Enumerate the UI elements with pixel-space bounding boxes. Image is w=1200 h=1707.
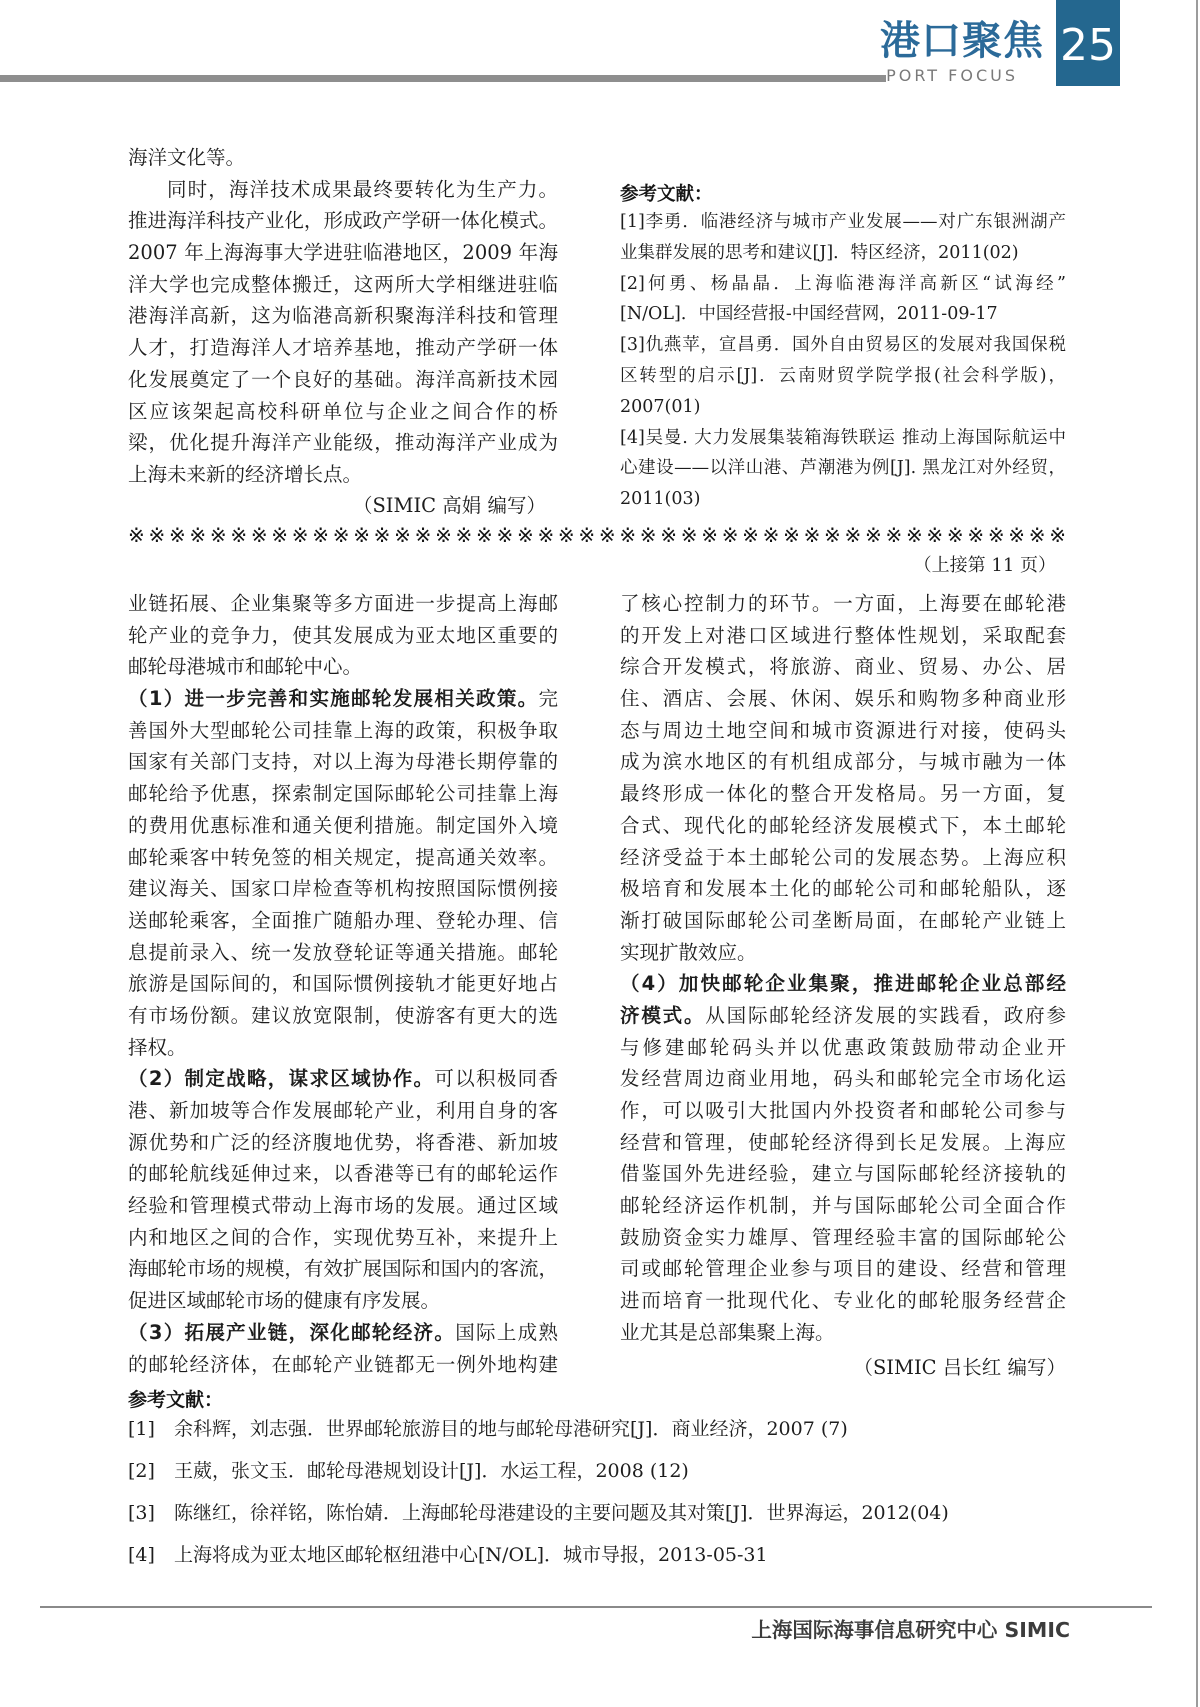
text-line [620,1127,1066,1159]
text-line [128,620,558,652]
references-heading: 参考文献： [620,184,713,205]
body-text: 邮轮给予优惠，探索制定国际邮轮公司挂靠上海 [128,782,558,806]
main-article-byline: （SIMIC 吕长红 编写） [853,1356,1066,1379]
text-line [128,873,558,905]
text-line [620,1095,1066,1127]
text-line [620,620,1066,652]
text-line [128,459,558,491]
body-text: 态与周边土地空间和城市资源进行对接，使码头 [620,718,1066,742]
text-line [128,1190,558,1222]
reference-line [620,392,1066,423]
body-text: 完 [538,687,558,711]
text-line [620,842,1066,874]
body-text: 业尤其是总部集聚上海。 [620,1320,835,1344]
body-text: 邮轮经济运作机制，并与国际邮轮公司全面合作 [620,1194,1066,1218]
body-text: 心建设——以洋山港、芦潮港为例[J]. 黑龙江对外经贸， [620,458,1066,479]
body-text: 的费用优惠标准和通关便利措施。制定国外入境 [128,813,558,837]
text-line [620,905,1066,937]
body-text: 作，可以吸引大批国内外投资者和邮轮公司参与 [620,1099,1066,1122]
body-text: 国际上成熟 [455,1320,558,1344]
footer-rule [40,1606,1152,1608]
body-text: 息提前录入、统一发放登轮证等通关措施。邮轮 [128,940,558,964]
body-text: 司或邮轮管理企业参与项目的建设、经营和管理 [620,1257,1066,1281]
body-text: 的邮轮经济体，在邮轮产业链都无一例外地构建 [128,1352,558,1376]
body-text: 港海洋高新，这为临港高新积聚海洋科技和管理 [128,304,558,328]
reference-line [620,299,1066,330]
text-line [128,269,558,301]
body-text: 渐打破国际邮轮公司垄断局面，在邮轮产业链上 [620,908,1066,932]
body-text: [2]何勇、杨晶晶．上海临港海洋高新区“试海经” [620,273,1066,294]
body-text: [3]仇燕苹，宣昌勇．国外自由贸易区的发展对我国保税 [620,335,1066,356]
text-line [128,683,558,715]
body-text: 可以积极同香 [434,1067,558,1091]
body-text: 区转型的启示[J]．云南财贸学院学报(社会科学版)， [620,365,1066,386]
text-line [620,1158,1066,1190]
body-text: 最终形成一体化的整合开发格局。另一方面，复 [620,782,1066,806]
text-line [128,332,558,364]
text-line [128,905,558,937]
body-text: 2011(03) [620,489,701,510]
continued-from-note: （上接第 11 页） [913,555,1056,576]
text-line [128,968,558,1000]
text-line [620,651,1066,683]
body-text: 内和地区之间的合作，实现优势互补，来提升上 [128,1225,558,1249]
body-text: 善国外大型邮轮公司挂靠上海的政策，积极争取 [128,718,558,742]
text-line [128,364,558,396]
article-column-right [620,588,1066,1349]
page-number-badge: 25 [1056,0,1120,86]
body-text: 送邮轮乘客，全面推广随船办理、登轮办理、信 [128,908,558,932]
bold-heading-text: （1）进一步完善和实施邮轮发展相关政策。 [128,687,539,711]
reference-item [128,1450,1138,1492]
text-line [620,1253,1066,1285]
bold-heading-text: 济模式。 [620,1003,706,1027]
reference-number: [4] [128,1544,155,1566]
text-line [128,427,558,459]
top-article-byline: （SIMIC 高娟 编写） [352,494,546,517]
body-text: 邮轮乘客中转免签的相关规定，提高通关效率。 [128,845,558,869]
body-text: 余科辉，刘志强．世界邮轮旅游目的地与邮轮母港研究[J]．商业经济，2007 (7) [174,1418,848,1440]
text-line [620,715,1066,747]
footer-organization: 上海国际海事信息研究中心 SIMIC [751,1618,1070,1642]
text-line [128,174,558,206]
text-line [620,937,1066,969]
text-line [128,1285,558,1317]
body-text: 邮轮母港城市和邮轮中心。 [128,655,363,679]
body-text: [1]李勇．临港经济与城市产业发展——对广东银洲湖产 [620,212,1066,232]
body-text: 经验和管理模式带动上海市场的发展。通过区域 [128,1194,558,1218]
text-line [620,778,1066,810]
body-text: 王葳，张文玉．邮轮母港规划设计[J]．水运工程，2008 (12) [174,1460,689,1482]
text-line [128,651,558,683]
body-text: 经济受益于本土邮轮公司的发展态势。上海应积 [620,845,1066,869]
body-text: 经营和管理，使邮轮经济得到长足发展。上海应 [620,1130,1066,1154]
reference-line [620,238,1066,269]
text-line [128,1032,558,1064]
reference-line [620,453,1066,484]
top-article-left-column [128,142,558,491]
text-line [128,778,558,810]
body-text: 2007 年上海海事大学进驻临港地区，2009 年海 [128,241,558,265]
text-line [620,1032,1066,1064]
text-line [620,873,1066,905]
body-text: 上海未来新的经济增长点。 [128,462,363,486]
text-line [128,205,558,237]
text-line [128,300,558,332]
separator-glyph-row: ※※※※※※※※※※※※※※※※※※※※※※※※※※※※※※※※※※※※※※※※※※※※※※ [128,523,1066,547]
text-line [128,715,558,747]
body-text: 上海将成为亚太地区邮轮枢纽港中心[N/OL]．城市导报，2013-05-31 [174,1544,768,1566]
body-text: 旅游是国际间的，和国际惯例接轨才能更好地占 [128,972,558,996]
text-line [128,142,558,174]
text-line [128,810,558,842]
body-text: 有市场份额。建议放宽限制，使游客有更大的选 [128,1003,558,1027]
reference-line [620,330,1066,361]
text-line [620,968,1066,1000]
reference-line [620,207,1066,238]
text-line [620,683,1066,715]
text-line [128,1127,558,1159]
body-text: 与修建邮轮码头并以优惠政策鼓励带动企业开 [620,1035,1066,1059]
body-text: 区应该架起高校科研单位与企业之间合作的桥 [128,399,558,423]
body-text: 海洋文化等。 [128,146,246,169]
body-text: 的开发上对港口区域进行整体性规划，采取配套 [620,623,1066,647]
body-text: 促进区域邮轮市场的健康有序发展。 [128,1289,441,1313]
body-text: [N/OL]．中国经营报-中国经营网，2011-09-17 [620,304,998,325]
reference-item [128,1534,1138,1576]
text-line [620,588,1066,620]
body-text: 实现扩散效应。 [620,940,757,964]
body-text: 鼓励资金实力雄厚、管理经验丰富的国际邮轮公 [620,1225,1066,1249]
page-right-rule [1196,0,1198,1707]
body-text: 港、新加坡等合作发展邮轮产业，利用自身的客 [128,1099,558,1122]
body-text: 2007(01) [620,396,701,417]
body-text: 化发展奠定了一个良好的基础。海洋高新技术园 [128,367,558,391]
body-text: 合式、现代化的邮轮经济发展模式下，本土邮轮 [620,813,1066,837]
body-text: 的邮轮航线延伸过来，以香港等已有的邮轮运作 [128,1162,558,1186]
text-line [128,237,558,269]
body-text: 住、酒店、会展、休闲、娱乐和购物多种商业形 [620,687,1066,711]
body-text: 发经营周边商业用地，码头和邮轮完全市场化运 [620,1067,1066,1091]
bold-heading-text: （4）加快邮轮企业集聚，推进邮轮企业总部经 [620,972,1066,996]
reference-number: [3] [128,1502,155,1524]
article-column-left [128,588,558,1380]
page-title-cn: 港口聚焦 [880,18,1044,64]
body-text: 借鉴国外先进经验，建立与国际邮轮经济接轨的 [620,1162,1066,1186]
bold-heading-text: （2）制定战略，谋求区域协作。 [128,1067,435,1091]
text-line [128,842,558,874]
text-line [128,1253,558,1285]
reference-line [620,269,1066,300]
text-line [128,1063,558,1095]
text-line [620,1317,1066,1349]
body-text: 人才，打造海洋人才培养基地，推动产学研一体 [128,336,558,360]
reference-line [620,361,1066,392]
text-line [620,746,1066,778]
body-text: 梁，优化提升海洋产业能级，推动海洋产业成为 [128,431,558,455]
bottom-references-heading: 参考文献： [128,1389,224,1411]
reference-number: [1] [128,1418,155,1440]
reference-item [128,1492,1138,1534]
text-line [620,810,1066,842]
text-line [128,937,558,969]
body-text: 推进海洋科技产业化，形成政产学研一体化模式。 [128,209,558,233]
body-text: 择权。 [128,1035,187,1059]
body-text: 海邮轮市场的规模，有效扩展国际和国内的客流， [128,1257,558,1281]
reference-line [620,484,1066,515]
body-text: 陈继红，徐祥铭，陈怡婧．上海邮轮母港建设的主要问题及其对策[J]．世界海运，2012(04) [174,1502,949,1524]
reference-number: [2] [128,1460,155,1482]
body-text: 洋大学也完成整体搬迁，这两所大学相继进驻临 [128,272,558,296]
body-text: 从国际邮轮经济发展的实践看，政府参 [705,1003,1066,1027]
text-line [128,1158,558,1190]
body-text: 业集群发展的思考和建议[J]．特区经济，2011(02) [620,242,1019,263]
text-line [128,1222,558,1254]
body-text: 综合开发模式，将旅游、商业、贸易、办公、居 [620,655,1066,679]
text-line [128,1317,558,1349]
reference-item [128,1408,1138,1450]
body-text: 建议海关、国家口岸检查等机构按照国际惯例接 [128,877,558,901]
body-text: 轮产业的竞争力，使其发展成为亚太地区重要的 [128,623,558,647]
top-references-column [620,207,1066,515]
body-text: 极培育和发展本土化的邮轮公司和邮轮船队，逐 [620,877,1066,901]
body-text: 进而培育一批现代化、专业化的邮轮服务经营企 [620,1289,1066,1313]
body-text: 了核心控制力的环节。一方面，上海要在邮轮港 [620,592,1066,615]
body-text: 国家有关部门支持，对以上海为母港长期停靠的 [128,750,558,774]
bold-heading-text: （3）拓展产业链，深化邮轮经济。 [128,1320,456,1344]
text-line [620,1190,1066,1222]
text-line [620,1063,1066,1095]
reference-line [620,423,1066,454]
body-text: 源优势和广泛的经济腹地优势，将香港、新加坡 [128,1130,558,1154]
body-text: 同时，海洋技术成果最终要转化为生产力。 [167,177,558,201]
text-line [620,1222,1066,1254]
text-line [128,1000,558,1032]
page-title-en: PORT FOCUS [886,66,1018,85]
header-rule [0,75,886,82]
text-line [128,588,558,620]
text-line [128,1095,558,1127]
body-text: [4]吴曼. 大力发展集装箱海铁联运 推动上海国际航运中 [620,427,1066,448]
text-line [128,396,558,428]
body-text: 业链拓展、企业集聚等多方面进一步提高上海邮 [128,592,558,615]
text-line [128,1349,558,1381]
text-line [620,1285,1066,1317]
bottom-references-list [128,1408,1138,1576]
text-line [620,1000,1066,1032]
body-text: 成为滨水地区的有机组成部分，与城市融为一体 [620,750,1066,774]
text-line [128,746,558,778]
